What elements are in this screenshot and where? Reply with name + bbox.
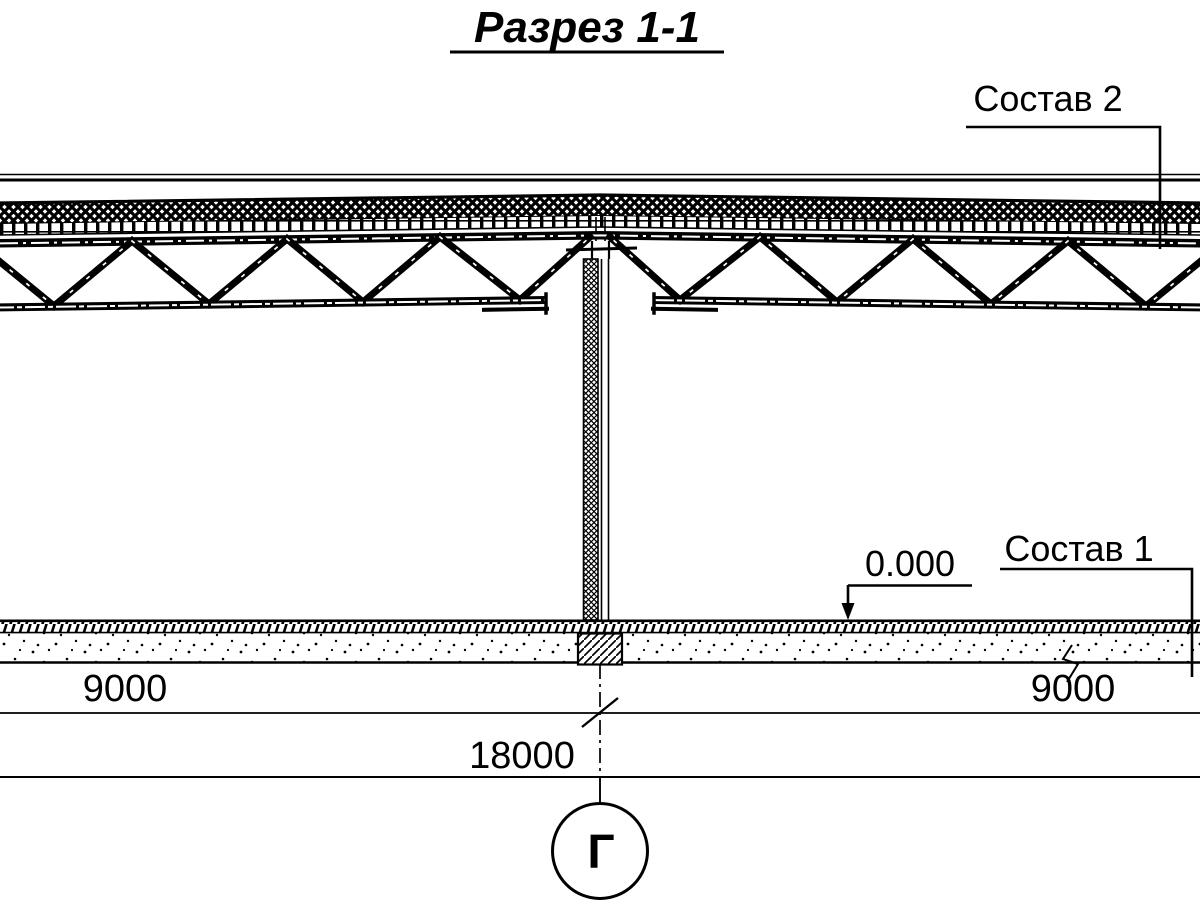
truss-left-diagonals <box>0 237 590 306</box>
sostav1-label: Состав 1 <box>1004 528 1154 569</box>
floor-assembly <box>0 620 1200 665</box>
column-shaft <box>584 259 599 620</box>
bearing-seat-plate <box>484 309 547 310</box>
title-block <box>450 3 724 52</box>
dim-right-span: 9000 <box>1030 668 1116 710</box>
axis-letter: Г <box>587 826 615 879</box>
elevation-value: 0.000 <box>864 543 956 584</box>
drawing-title: Разрез 1-1 <box>474 3 700 52</box>
roof-top-edge <box>0 175 1200 181</box>
truss-left <box>0 237 590 313</box>
elevation-mark <box>842 543 973 620</box>
column-cap-plate <box>566 248 637 250</box>
elevation-arrow <box>842 603 855 620</box>
column <box>566 241 637 620</box>
truss-right-diagonals <box>610 237 1200 306</box>
dim-total-span: 18000 <box>469 735 575 777</box>
axis-marker <box>553 664 648 899</box>
truss-top-chord <box>0 231 1200 248</box>
sostav2-label: Состав 2 <box>973 78 1123 119</box>
truss-right <box>610 237 1200 313</box>
dim-left-span: 9000 <box>82 668 168 710</box>
bearing-seat-plate <box>653 309 716 310</box>
